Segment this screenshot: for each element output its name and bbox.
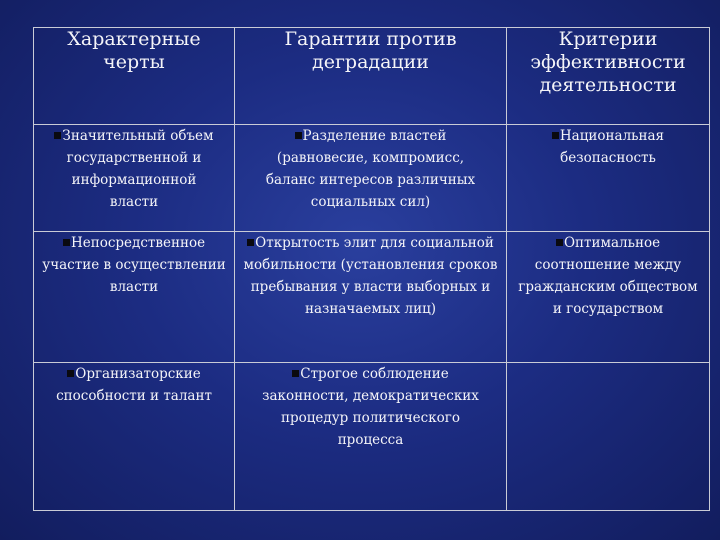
cell-row3-col3: [507, 363, 710, 511]
header-characteristics: Характерные черты: [34, 28, 235, 125]
table-row: [34, 125, 710, 231]
cell-row3-col2: [235, 363, 507, 511]
cell-row3-col1: [34, 363, 235, 511]
bullet-icon: [67, 370, 74, 377]
bullet-icon: [556, 239, 563, 246]
bullet-icon: [295, 132, 302, 139]
bullet-icon: [54, 132, 61, 139]
cell-text: Разделение властей (равновесие, компромисс, баланс интересов различных социальных сил): [265, 128, 476, 211]
cell-row1-col2: [235, 125, 507, 231]
cell-text: Оптимальное соотношение между гражданским обществом и государством: [518, 234, 698, 317]
cell-text: Национальная безопасность: [559, 128, 665, 167]
cell-text: Значительный объем государственной и информационной власти: [62, 128, 214, 211]
cell-row2-col3: [507, 231, 710, 363]
cell-text: Непосредственное участие в осуществлении власти: [42, 234, 226, 295]
cell-row2-col1: [34, 231, 235, 363]
table-row: [34, 231, 710, 363]
header-criteria: Критерии эффективности деятельности: [507, 28, 710, 125]
cell-row1-col3: [507, 125, 710, 231]
cell-row2-col2: [235, 231, 507, 363]
cell-text: Открытость элит для социальной мобильности (установления сроков пребывания у власти выборных и назначаемых лиц): [243, 234, 498, 317]
header-guarantees: Гарантии против деградации: [235, 28, 507, 125]
cell-text: Строгое соблюдение законности, демократических процедур политического процесса: [262, 366, 479, 449]
header-row: [34, 28, 710, 125]
cell-row1-col1: [34, 125, 235, 231]
cell-text: Организаторские способности и талант: [56, 366, 212, 405]
bullet-icon: [63, 239, 70, 246]
bullet-icon: [247, 239, 254, 246]
table-row: [34, 363, 710, 511]
comparison-table: [33, 27, 710, 511]
bullet-icon: [552, 132, 559, 139]
bullet-icon: [292, 370, 299, 377]
